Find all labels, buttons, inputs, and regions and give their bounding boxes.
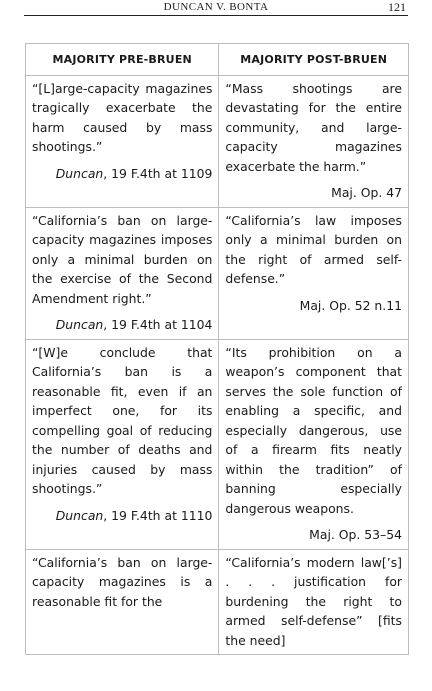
pre-bruen-citation (32, 164, 212, 184)
column-header-pre-bruen: MAJORITY PRE-BRUEN (26, 44, 219, 76)
post-bruen-cell (219, 549, 409, 655)
citation-pin: , 19 F.4th at 1110 (103, 507, 213, 523)
pre-bruen-cell (26, 75, 219, 207)
post-bruen-quote: “Its prohibition on a weapon’s component that serves the sole function of enabling a specific, and especially dangerous, use of a firearm fits neatly within the tradition” of banning especially dangerous weapons. (225, 344, 402, 516)
citation-case-name: Duncan (55, 507, 104, 523)
table-header-row (26, 44, 409, 76)
table-row (26, 339, 409, 549)
citation-case-name: Duncan (55, 165, 104, 181)
post-bruen-citation: Maj. Op. 52 n.11 (299, 297, 402, 313)
column-header-post-bruen: MAJORITY POST-BRUEN (219, 44, 409, 76)
pre-bruen-quote: “California’s ban on large-capacity magazines is a reasonable fit for the (32, 554, 213, 609)
pre-bruen-cell (26, 207, 219, 339)
citation-pin: , 19 F.4th at 1109 (103, 165, 213, 181)
pre-bruen-quote: “California’s ban on large-capacity magazines imposes only a minimal burden on the exercise of the Second Amendment right.” (32, 212, 213, 306)
post-bruen-quote: “California’s law imposes only a minimal burden on the right of armed self-defense.” (225, 212, 402, 286)
post-bruen-citation: Maj. Op. 53–54 (309, 527, 402, 542)
post-bruen-cell (219, 339, 409, 549)
pre-bruen-citation (32, 506, 212, 526)
table-row (26, 549, 409, 655)
post-bruen-citation: Maj. Op. 47 (331, 185, 402, 200)
table-row (26, 207, 409, 339)
post-bruen-cell (219, 207, 409, 339)
citation-pin: , 19 F.4th at 1104 (103, 317, 213, 332)
post-bruen-cell (219, 75, 409, 207)
pre-bruen-cell (26, 549, 219, 655)
running-title: DUNCAN V. BONTA (163, 1, 269, 13)
comparison-table (25, 43, 409, 655)
table-row (26, 75, 409, 207)
post-bruen-quote: “Mass shootings are devastating for the entire community, and large-capacity magazines exacerbate the harm.” (225, 80, 402, 174)
pre-bruen-quote: “[W]e conclude that California’s ban is a reasonable fit, even if an imperfect one, for its compelling goal of reducing the number of deaths and injuries caused by mass shootings.” (32, 344, 213, 496)
pre-bruen-citation (32, 315, 212, 335)
page-header (24, 0, 408, 16)
page-number: 121 (388, 0, 406, 14)
pre-bruen-quote: “[L]arge-capacity magazines tragically exacerbate the harm caused by mass shootings.” (32, 80, 213, 154)
pre-bruen-cell (26, 339, 219, 549)
citation-case-name: Duncan (55, 317, 104, 332)
post-bruen-quote: “California’s modern law[’s] . . . justification for burdening the right to armed self-defense” [fits the need] (225, 554, 402, 648)
